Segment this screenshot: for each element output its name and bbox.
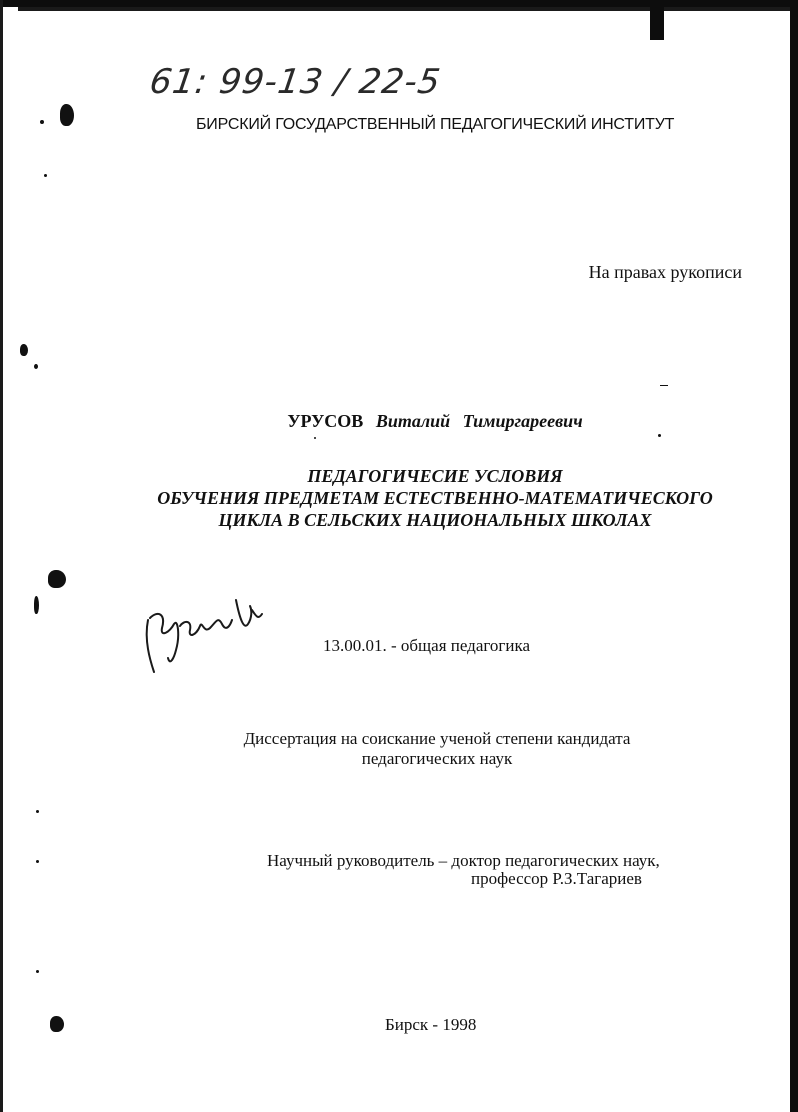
degree-statement [0, 729, 798, 769]
archive-code-handwritten: 61: 99-13 / 22-5 [147, 62, 444, 102]
scan-speck [36, 970, 39, 973]
author-surname: УРУСОВ [287, 411, 364, 431]
scan-blot [50, 1016, 64, 1032]
author-name [0, 411, 798, 432]
author-given-names: Виталий Тимиргареевич [375, 411, 583, 431]
place-year: Бирск - 1998 [385, 1015, 477, 1034]
institute-name: БИРСКИЙ ГОСУДАРСТВЕННЫЙ ПЕДАГОГИЧЕСКИЙ ИНСТИТУТ [196, 116, 675, 133]
scan-blot [48, 570, 66, 588]
scan-speck [40, 120, 44, 124]
scan-speck [34, 364, 38, 369]
manuscript-note: На правах рукописи [588, 262, 742, 282]
scan-edge-left [0, 0, 3, 1112]
scan-edge-top [0, 0, 798, 7]
supervisor-line: Научный руководитель – доктор педагогических наук, [267, 851, 660, 870]
scan-blot [60, 104, 74, 126]
title-line: ЦИКЛА В СЕЛЬСКИХ НАЦИОНАЛЬНЫХ ШКОЛАХ [218, 510, 652, 530]
scan-speck [658, 434, 661, 437]
scan-speck [44, 174, 47, 177]
scan-speck [660, 385, 668, 386]
scan-speck [314, 437, 316, 439]
scan-blot [20, 344, 28, 356]
degree-line: Диссертация на соискание ученой степени кандидата [243, 729, 631, 748]
supervisor-name: профессор Р.З.Тагариев [471, 869, 642, 888]
scan-edge-right [790, 0, 798, 1112]
dissertation-title [0, 465, 798, 531]
scan-blot [34, 596, 39, 614]
title-line: ОБУЧЕНИЯ ПРЕДМЕТАМ ЕСТЕСТВЕННО-МАТЕМАТИЧЕСКОГО [157, 488, 713, 508]
scan-speck [36, 860, 39, 863]
degree-line: педагогических наук [361, 749, 513, 768]
scan-speck [36, 810, 39, 813]
title-line: ПЕДАГОГИЧЕСИЕ УСЛОВИЯ [307, 466, 563, 486]
scan-edge-top-inner [18, 7, 798, 39]
scan-edge-notch [650, 0, 664, 40]
author-signature [140, 580, 270, 680]
specialty-code: 13.00.01. - общая педагогика [323, 636, 531, 655]
